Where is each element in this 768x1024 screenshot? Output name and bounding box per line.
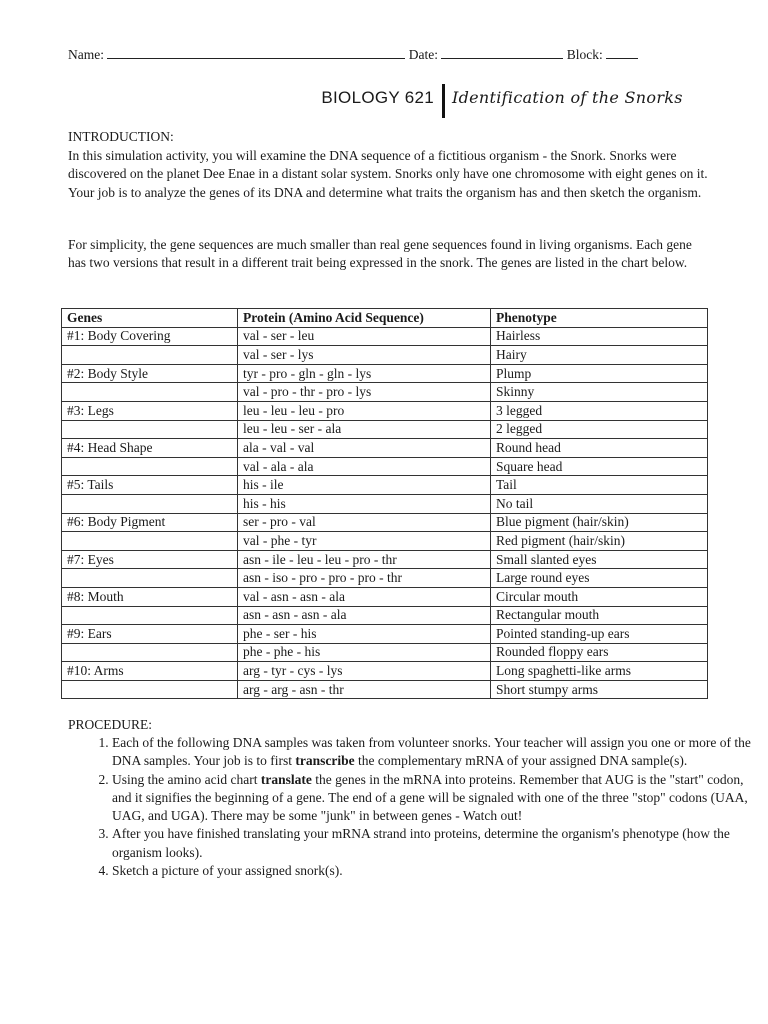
phenotype-cell: Blue pigment (hair/skin) — [491, 513, 708, 532]
table-row — [62, 606, 708, 625]
table-row — [62, 587, 708, 606]
protein-cell: val - ser - leu — [238, 327, 491, 346]
course-title: BIOLOGY 621 — [321, 88, 434, 107]
protein-cell: leu - leu - ser - ala — [238, 420, 491, 439]
protein-cell: val - asn - asn - ala — [238, 587, 491, 606]
phenotype-cell: Short stumpy arms — [491, 680, 708, 699]
date-label: Date: — [408, 47, 438, 62]
gene-cell — [62, 680, 238, 699]
table-row — [62, 662, 708, 681]
phenotype-cell: Hairless — [491, 327, 708, 346]
gene-cell: #1: Body Covering — [62, 327, 238, 346]
phenotype-cell: Plump — [491, 364, 708, 383]
protein-cell: phe - ser - his — [238, 625, 491, 644]
procedure-step-3: 3. After you have finished translating your mRNA strand into proteins, determine the organism's phenotype (how the organism looks). — [112, 825, 762, 862]
protein-cell: his - ile — [238, 476, 491, 495]
protein-cell: his - his — [238, 494, 491, 513]
gene-cell: #4: Head Shape — [62, 439, 238, 458]
table-row — [62, 346, 708, 365]
block-blank — [606, 46, 638, 59]
protein-cell: leu - leu - leu - pro — [238, 401, 491, 420]
phenotype-cell: Tail — [491, 476, 708, 495]
table-row — [62, 550, 708, 569]
protein-cell: val - pro - thr - pro - lys — [238, 383, 491, 402]
phenotype-cell: Rectangular mouth — [491, 606, 708, 625]
phenotype-cell: Rounded floppy ears — [491, 643, 708, 662]
gene-cell — [62, 346, 238, 365]
gene-cell — [62, 457, 238, 476]
table-row — [62, 327, 708, 346]
title-divider — [442, 84, 445, 118]
procedure-step-1 — [112, 734, 762, 771]
gene-table — [61, 308, 708, 699]
gene-cell: #7: Eyes — [62, 550, 238, 569]
introduction-paragraph-2: For simplicity, the gene sequences are much smaller than real gene sequences found in living organisms. Each gene has two versions that result in a different trait being expressed in the snork. The genes are listed in the chart below. — [68, 237, 692, 271]
introduction-heading: INTRODUCTION: — [68, 129, 174, 144]
block-label: Block: — [566, 47, 603, 62]
step-1-text: Each of the following DNA samples was taken from volunteer snorks. Your teacher will assign you one or more of the DNA samples. Your job is to first — [112, 735, 751, 769]
phenotype-cell: Long spaghetti-like arms — [491, 662, 708, 681]
procedure-step-2 — [112, 771, 762, 826]
step-2-text: Using the amino acid chart — [112, 771, 261, 787]
table-row — [62, 420, 708, 439]
protein-cell: arg - arg - asn - thr — [238, 680, 491, 699]
gene-cell: #5: Tails — [62, 476, 238, 495]
date-blank — [441, 46, 563, 59]
table-header-row — [62, 309, 708, 328]
phenotype-cell: 2 legged — [491, 420, 708, 439]
phenotype-cell: Skinny — [491, 383, 708, 402]
phenotype-cell: Round head — [491, 439, 708, 458]
column-header-phenotype: Phenotype — [491, 309, 708, 328]
table-row — [62, 383, 708, 402]
gene-cell: #3: Legs — [62, 401, 238, 420]
phenotype-cell: 3 legged — [491, 401, 708, 420]
phenotype-cell: Circular mouth — [491, 587, 708, 606]
procedure-heading: PROCEDURE: — [68, 717, 153, 732]
table-row — [62, 494, 708, 513]
step-1-bold-term: transcribe — [295, 753, 355, 769]
table-row — [62, 680, 708, 699]
gene-cell — [62, 420, 238, 439]
student-info-line — [68, 46, 708, 63]
table-row — [62, 625, 708, 644]
gene-cell — [62, 494, 238, 513]
table-row — [62, 476, 708, 495]
gene-cell: #10: Arms — [62, 662, 238, 681]
phenotype-cell: No tail — [491, 494, 708, 513]
gene-cell: #6: Body Pigment — [62, 513, 238, 532]
procedure-list — [68, 734, 762, 880]
protein-cell: asn - iso - pro - pro - pro - thr — [238, 569, 491, 588]
gene-cell: #9: Ears — [62, 625, 238, 644]
phenotype-cell: Small slanted eyes — [491, 550, 708, 569]
gene-cell: #8: Mouth — [62, 587, 238, 606]
gene-cell — [62, 383, 238, 402]
protein-cell: ser - pro - val — [238, 513, 491, 532]
phenotype-cell: Red pigment (hair/skin) — [491, 532, 708, 551]
protein-cell: arg - tyr - cys - lys — [238, 662, 491, 681]
gene-cell — [62, 569, 238, 588]
phenotype-cell: Large round eyes — [491, 569, 708, 588]
column-header-genes: Genes — [62, 309, 238, 328]
gene-cell — [62, 643, 238, 662]
protein-cell: val - ser - lys — [238, 346, 491, 365]
protein-cell: ala - val - val — [238, 439, 491, 458]
worksheet-subtitle: Identification of the Snorks — [452, 88, 683, 107]
gene-cell: #2: Body Style — [62, 364, 238, 383]
phenotype-cell: Pointed standing-up ears — [491, 625, 708, 644]
phenotype-cell: Hairy — [491, 346, 708, 365]
step-2-text-end: the genes in the mRNA into proteins. Remember that AUG is the "start" codon, and it signifies the beginning of a gene. The end of a gene will be signaled with one of the three "stop" codons (UAA, UAG, and UGA). There may be some "junk" in between genes - Watch out! — [112, 771, 748, 824]
title-row — [0, 84, 768, 118]
table-row — [62, 439, 708, 458]
column-header-protein: Protein (Amino Acid Sequence) — [238, 309, 491, 328]
gene-cell — [62, 606, 238, 625]
protein-cell: val - ala - ala — [238, 457, 491, 476]
protein-cell: tyr - pro - gln - gln - lys — [238, 364, 491, 383]
name-blank — [107, 46, 405, 59]
protein-cell: asn - asn - asn - ala — [238, 606, 491, 625]
table-row — [62, 513, 708, 532]
table-row — [62, 569, 708, 588]
name-label: Name: — [68, 47, 104, 62]
phenotype-cell: Square head — [491, 457, 708, 476]
introduction-paragraph-1: In this simulation activity, you will examine the DNA sequence of a fictitious organism - the Snork. Snorks were discovered on the planet Dee Enae in a distant solar system. Snorks only have one chromosome with eight genes on it. Your job is to analyze the genes of its DNA and determine what traits the organism has and then sketch the organism. — [68, 148, 708, 200]
gene-cell — [62, 532, 238, 551]
protein-cell: phe - phe - his — [238, 643, 491, 662]
protein-cell: val - phe - tyr — [238, 532, 491, 551]
table-row — [62, 364, 708, 383]
step-2-bold-term: translate — [260, 771, 312, 787]
procedure-step-4: 4. Sketch a picture of your assigned snork(s). — [112, 862, 762, 880]
step-1-text-end: the complementary mRNA of your assigned DNA sample(s). — [354, 753, 688, 769]
protein-cell: asn - ile - leu - leu - pro - thr — [238, 550, 491, 569]
gene-table-body — [62, 327, 708, 699]
table-row — [62, 643, 708, 662]
table-row — [62, 532, 708, 551]
table-row — [62, 401, 708, 420]
table-row — [62, 457, 708, 476]
